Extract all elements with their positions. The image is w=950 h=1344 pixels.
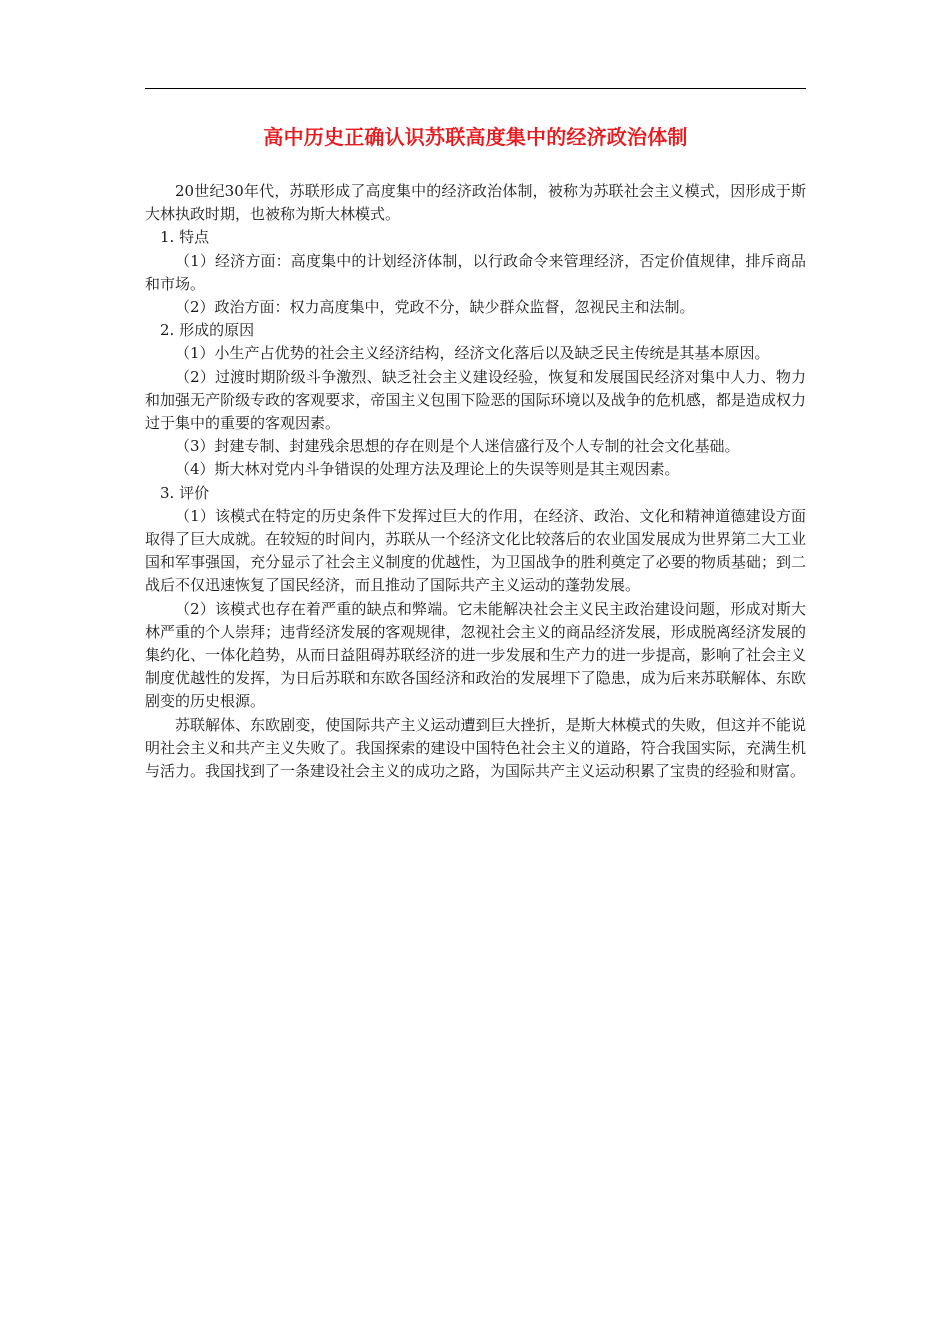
- document-body: [145, 180, 806, 783]
- causes-paragraph-2: （2）过渡时期阶级斗争激烈、缺乏社会主义建设经验，恢复和发展国民经济对集中人力、物力和加强无产阶级专政的客观要求，帝国主义包围下险恶的国际环境以及战争的危机感，都是造成权力过于集中的重要的客观因素。: [145, 367, 806, 433]
- evaluation-paragraph-1: （1）该模式在特定的历史条件下发挥过巨大的作用，在经济、政治、文化和精神道德建设方面取得了巨大成就。在较短的时间内，苏联从一个经济文化比较落后的农业国发展成为世界第二大工业国和军事强国，充分显示了社会主义制度的优越性，为卫国战争的胜利奠定了必要的物质基础；到二战后不仅迅速恢复了国民经济，而且推动了国际共产主义运动的蓬勃发展。: [145, 506, 806, 595]
- intro-paragraph: 20世纪30年代，苏联形成了高度集中的经济政治体制，被称为苏联社会主义模式，因形成于斯大林执政时期，也被称为斯大林模式。: [145, 182, 806, 224]
- section-heading-evaluation: 3. 评价: [160, 483, 210, 502]
- conclusion-paragraph: 苏联解体、东欧剧变，使国际共产主义运动遭到巨大挫折，是斯大林模式的失败，但这并不能说明社会主义和共产主义失败了。我国探索的建设中国特色社会主义的道路，符合我国实际，充满生机与活力。我国找到了一条建设社会主义的成功之路，为国际共产主义运动积累了宝贵的经验和财富。: [145, 715, 806, 781]
- causes-paragraph-3: （3）封建专制、封建残余思想的存在则是个人迷信盛行及个人专制的社会文化基础。: [175, 437, 740, 456]
- section-heading-features: 1. 特点: [160, 228, 210, 247]
- evaluation-paragraph-2: （2）该模式也存在着严重的缺点和弊端。它未能解决社会主义民主政治建设问题，形成对斯大林严重的个人崇拜；违背经济发展的客观规律，忽视社会主义的商品经济发展，形成脱离经济发展的集约化、一体化趋势，从而日益阻碍苏联经济的进一步发展和生产力的进一步提高，影响了社会主义制度优越性的发挥，为日后苏联和东欧各国经济和政治的发展埋下了隐患，成为后来苏联解体、东欧剧变的历史根源。: [145, 599, 806, 711]
- features-economic-paragraph: （1）经济方面：高度集中的计划经济体制，以行政命令来管理经济，否定价值规律，排斥商品和市场。: [145, 251, 806, 293]
- header-rule: [145, 88, 806, 89]
- causes-paragraph-4: （4）斯大林对党内斗争错误的处理方法及理论上的失误等则是其主观因素。: [175, 460, 680, 479]
- document-title: 高中历史正确认识苏联高度集中的经济政治体制: [263, 125, 688, 149]
- section-heading-causes: 2. 形成的原因: [160, 321, 255, 340]
- features-political-paragraph: （2）政治方面：权力高度集中，党政不分，缺少群众监督，忽视民主和法制。: [175, 298, 695, 317]
- causes-paragraph-1: （1）小生产占优势的社会主义经济结构，经济文化落后以及缺乏民主传统是其基本原因。: [175, 344, 770, 363]
